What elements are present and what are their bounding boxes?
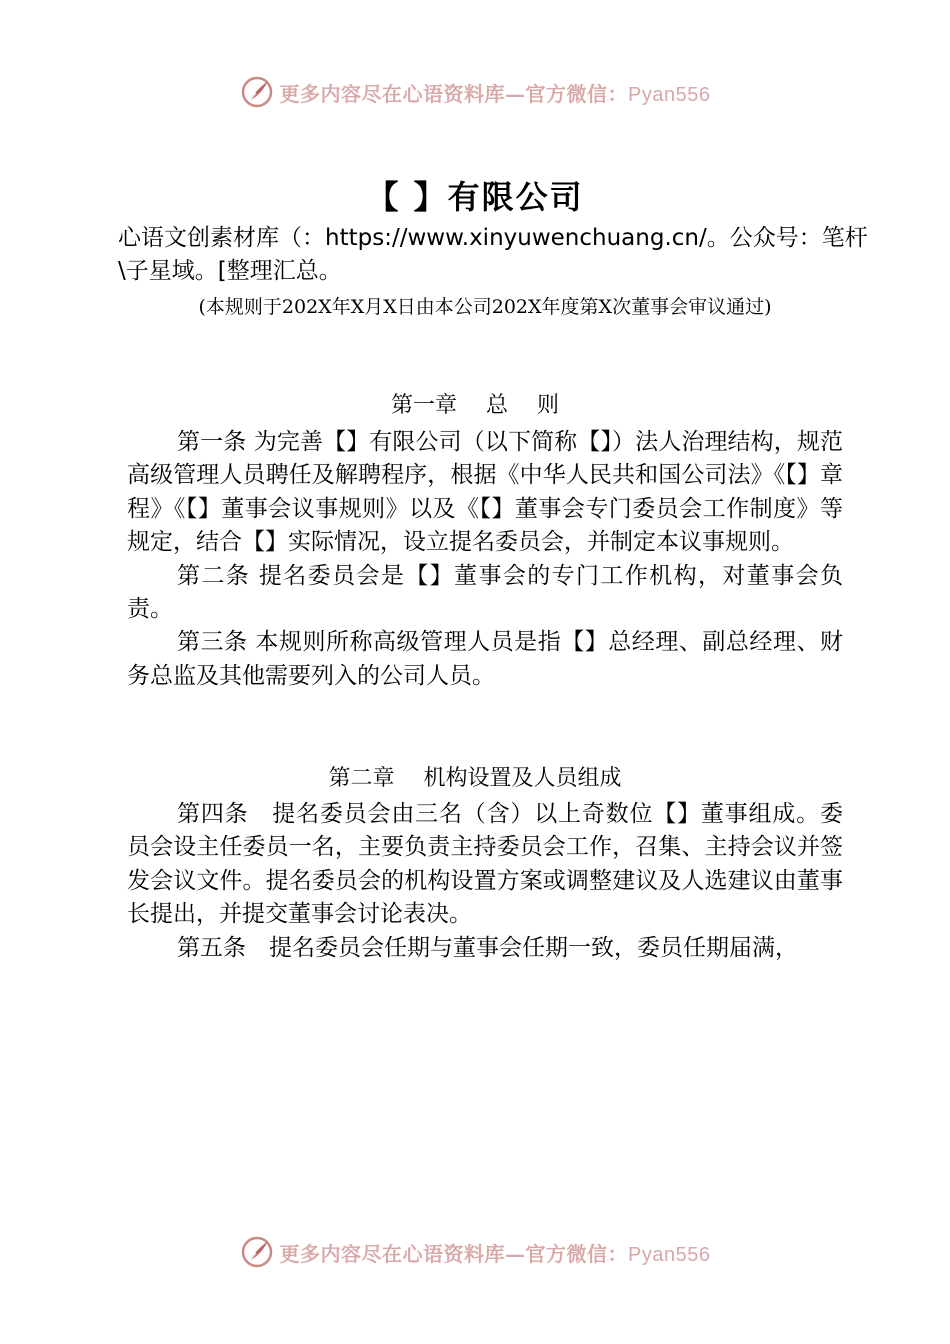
watermark-wechat-id: Pyan556 [628,83,711,106]
approval-note: (本规则于202X年X月X日由本公司202X年度第X次董事会审议通过) [198,296,772,318]
chapter-body [127,798,843,965]
source-line: 心语文创素材库（：https://www.xinyuwenchuang.cn/。公众号：笔杆\子星域。[整理汇总。 [118,225,868,284]
watermark-text [280,1238,711,1267]
watermark-label: 更多内容尽在心语资料库—官方微信： [279,1241,629,1266]
feather-pen-logo-icon [240,1235,274,1269]
document-title: 【 】有限公司 [366,178,584,216]
chapter-heading: 第二章 机构设置及人员组成 [328,766,622,791]
article-paragraph: 第一条 为完善【】有限公司（以下简称【】）法人治理结构，规范高级管理人员聘任及解聘程序，根据《中华人民共和国公司法》《【】章程》《【】董事会议事规则》以及《【】董事会专门委员会工作制度》等规定，结合【】实际情况，设立提名委员会，并制定本议事规则。 [127,429,843,556]
watermark-footer [0,1232,950,1272]
feather-pen-logo-icon [240,75,274,109]
article-paragraph: 第五条 提名委员会任期与董事会任期一致，委员任期届满， [177,934,798,961]
article-paragraph: 第三条 本规则所称高级管理人员是指【】总经理、副总经理、财务总监及其他需要列入的公司人员。 [127,629,843,689]
chapter-heading: 第一章 总 则 [391,393,559,418]
watermark-text [280,78,711,107]
chapter-body [127,426,843,693]
article-paragraph: 第四条 提名委员会由三名（含）以上奇数位【】董事组成。委员会设主任委员一名，主要负责主持委员会工作，召集、主持会议并签发会议文件。提名委员会的机构设置方案或调整建议及人选建议由董事长提出，并提交董事会讨论表决。 [127,801,843,928]
watermark-wechat-id: Pyan556 [628,1243,711,1266]
watermark-header [0,72,950,112]
watermark-label: 更多内容尽在心语资料库—官方微信： [279,81,629,106]
article-paragraph: 第二条 提名委员会是【】董事会的专门工作机构，对董事会负责。 [127,562,843,623]
